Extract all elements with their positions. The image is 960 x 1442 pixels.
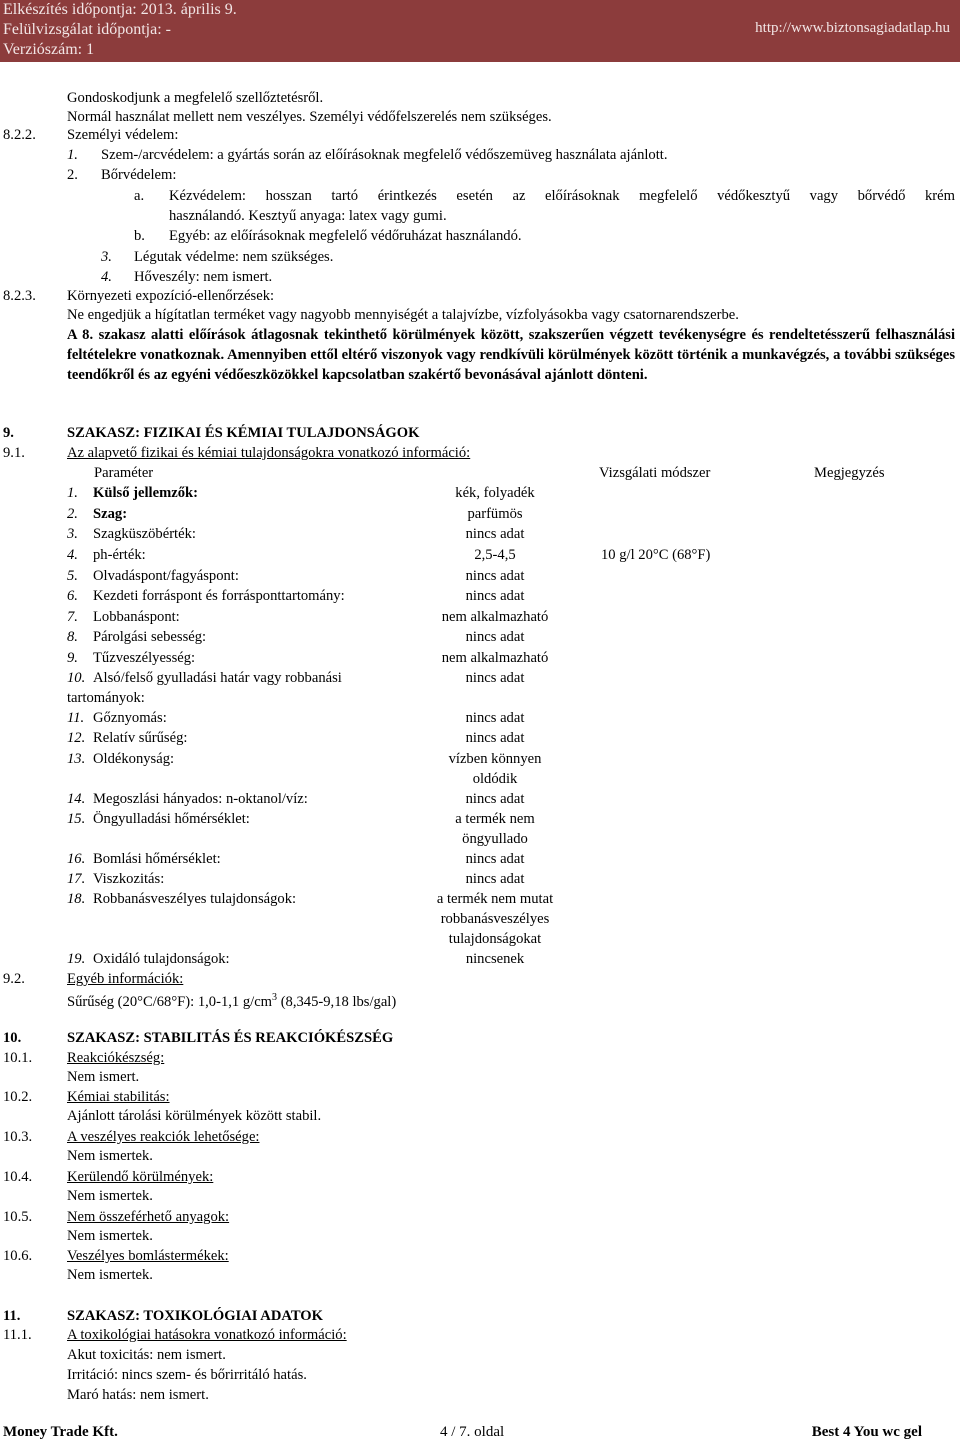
section-9-title: SZAKASZ: FIZIKAI ÉS KÉMIAI TULAJDONSÁGOK — [67, 425, 420, 441]
property-name: Párolgási sebesség: — [93, 629, 207, 645]
property-number: 16. — [67, 851, 86, 867]
property-name: Bomlási hőmérséklet: — [93, 851, 221, 867]
subsection-number: 10.5. — [3, 1209, 33, 1225]
corrosion-text: Maró hatás: nem ismert. — [67, 1387, 209, 1403]
personal-protection-heading: Személyi védelem: — [67, 127, 179, 143]
property-value: kék, folyadék — [455, 485, 535, 501]
subsection-number: 10.6. — [3, 1248, 33, 1264]
property-number: 13. — [67, 751, 86, 767]
section-number-9: 9. — [3, 425, 14, 441]
item-letter: a. — [134, 188, 145, 204]
property-name: Lobbanáspont: — [93, 609, 180, 625]
section-number-823: 8.2.3. — [3, 288, 36, 304]
property-number: 9. — [67, 650, 78, 666]
section-number-10: 10. — [3, 1030, 22, 1046]
property-value: nincs adat — [465, 791, 525, 807]
property-name: Oldékonyság: — [93, 751, 175, 767]
footer-product: Best 4 You wc gel — [811, 1424, 922, 1440]
property-number: 19. — [67, 951, 86, 967]
property-number: 5. — [67, 568, 78, 584]
hand-protection-text-cont: használandó. Kesztyű anyaga: latex vagy gumi. — [169, 208, 447, 224]
property-name: Öngyulladási hőmérséklet: — [93, 811, 250, 827]
subsection-heading: Veszélyes bomlástermékek: — [67, 1248, 229, 1264]
respiratory-protection-text: Légutak védelme: nem szükséges. — [134, 249, 334, 265]
document-header — [0, 0, 960, 62]
website-link[interactable]: http://www.biztonsagiadatlap.hu — [755, 20, 950, 36]
environmental-exposure-text: Ne engedjük a hígítatlan terméket vagy nagyobb mennyiségét a talajvízbe, vízfolyásokba vagy csatornarendszerbe. — [67, 307, 739, 323]
property-value: vízben könnyen — [448, 751, 542, 767]
property-value: nincs adat — [465, 588, 525, 604]
property-number: 15. — [67, 811, 86, 827]
subsection-heading: Reakciókészség: — [67, 1050, 165, 1066]
section-number-822: 8.2.2. — [3, 127, 36, 143]
footer-company: Money Trade Kft. — [3, 1424, 118, 1440]
section-10-title: SZAKASZ: STABILITÁS ÉS REAKCIÓKÉSZSÉG — [67, 1030, 394, 1046]
property-value: robbanásveszélyes — [440, 911, 550, 927]
version-number: Verziószám: 1 — [3, 41, 95, 58]
created-date: Elkészítés időpontja: 2013. április 9. — [3, 1, 237, 18]
property-name: Oxidáló tulajdonságok: — [93, 951, 230, 967]
toxicology-heading: A toxikológiai hatásokra vonatkozó információ: — [67, 1327, 347, 1343]
acute-toxicity-text: Akut toxicitás: nem ismert. — [67, 1347, 226, 1363]
property-name: Olvadáspont/fagyáspont: — [93, 568, 239, 584]
section-number-91: 9.1. — [3, 445, 25, 461]
subsection-value: Nem ismertek. — [67, 1228, 153, 1244]
property-value: nincs adat — [465, 526, 525, 542]
thermal-hazard-text: Hőveszély: nem ismert. — [134, 269, 273, 285]
property-value: nem alkalmazható — [441, 650, 549, 666]
density-imperial: (8,345-9,18 lbs/gal) — [277, 993, 397, 1010]
property-value: nem alkalmazható — [441, 609, 549, 625]
property-value: tulajdonságokat — [448, 931, 542, 947]
column-header-note: Megjegyzés — [814, 465, 885, 481]
subsection-value: Nem ismertek. — [67, 1267, 153, 1283]
property-value: nincs adat — [465, 568, 525, 584]
property-number: 3. — [67, 526, 78, 542]
column-header-parameter: Paraméter — [94, 465, 154, 481]
other-protection-text: Egyéb: az előírásoknak megfelelő védőruházat használandó. — [169, 228, 522, 244]
property-name: Külső jellemzők: — [93, 485, 198, 501]
property-number: 6. — [67, 588, 78, 604]
section-11-title: SZAKASZ: TOXIKOLÓGIAI ADATOK — [67, 1308, 324, 1324]
property-value: a termék nem mutat — [436, 891, 554, 907]
property-name: Alsó/felső gyulladási határ vagy robbanási — [93, 670, 342, 686]
subsection-number: 10.3. — [3, 1129, 33, 1145]
property-number: 17. — [67, 871, 86, 887]
section-number-11: 11. — [3, 1308, 21, 1324]
subsection-value: Nem ismertek. — [67, 1188, 153, 1204]
property-number: 10. — [67, 670, 86, 686]
irritation-text: Irritáció: nincs szem- és bőrirritáló hatás. — [67, 1367, 307, 1383]
section-number-92: 9.2. — [3, 971, 25, 987]
property-name: Gőznyomás: — [93, 710, 167, 726]
normal-use-text: Normál használat mellett nem veszélyes. Személyi védőfelszerelés nem szükséges. — [67, 109, 552, 125]
property-name: ph-érték: — [93, 547, 146, 563]
other-info-heading: Egyéb információk: — [67, 971, 184, 987]
property-value: 2,5-4,5 — [474, 547, 516, 563]
item-number: 4. — [101, 269, 112, 285]
property-value: nincs adat — [465, 730, 525, 746]
property-number: 14. — [67, 791, 86, 807]
test-method: 10 g/l 20°C (68°F) — [601, 547, 711, 563]
subsection-value: Ajánlott tárolási körülmények között stabil. — [67, 1108, 322, 1124]
property-number: 12. — [67, 730, 86, 746]
subsection-value: Nem ismertek. — [67, 1148, 153, 1164]
environmental-exposure-heading: Környezeti expozíció-ellenőrzések: — [67, 288, 275, 304]
property-number: 7. — [67, 609, 78, 625]
property-number: 1. — [67, 485, 78, 501]
item-number: 1. — [67, 147, 78, 163]
property-value: nincs adat — [465, 710, 525, 726]
hand-protection-text: Kézvédelem: hosszan tartó érintkezés esetén az előírásoknak megfelelő védőkesztyű vagy bőrvédő krém — [169, 188, 955, 204]
property-number: 11. — [67, 710, 85, 726]
property-name: Tűzveszélyesség: — [93, 650, 196, 666]
eye-protection-text: Szem-/arcvédelem: a gyártás során az előírásoknak megfelelő védőszemüveg használata ajánlott. — [101, 147, 668, 163]
page-number: 4 / 7. oldal — [440, 1424, 505, 1440]
property-value: öngyullado — [462, 831, 528, 847]
property-name: Kezdeti forráspont és forrásponttartomány: — [93, 588, 345, 604]
property-name: Szag: — [93, 506, 128, 522]
property-name: Szagküszöbérték: — [93, 526, 196, 542]
density-unit-exponent: 3 — [272, 992, 278, 1003]
section-8-note: A 8. szakasz alatti előírások átlagosnak tekinthető körülmények között, szakszerűen végzett tevékenységre és rendeltetésszerű felhasználási feltételekre vonatkoznak. Amennyiben ettől eltérő viszonyok vagy rendkívüli körülmények között történik a munkavégzés, a további szükséges teendőkről és az egyéni védőeszközökkel kapcsolatban szakértő bevonásával ajánlott dönteni. — [67, 327, 955, 383]
property-number: 4. — [67, 547, 78, 563]
section-number-111: 11.1. — [3, 1327, 32, 1343]
skin-protection-heading: Bőrvédelem: — [101, 167, 177, 183]
basic-properties-heading: Az alapvető fizikai és kémiai tulajdonságokra vonatkozó információ: — [67, 445, 471, 461]
revision-date: Felülvizsgálat időpontja: - — [3, 21, 171, 38]
subsection-number: 10.2. — [3, 1089, 33, 1105]
subsection-heading: A veszélyes reakciók lehetősége: — [67, 1129, 260, 1145]
property-value: nincsenek — [465, 951, 525, 967]
subsection-heading: Nem összeférhető anyagok: — [67, 1209, 230, 1225]
subsection-number: 10.4. — [3, 1169, 33, 1185]
column-header-method: Vizsgálati módszer — [599, 465, 711, 481]
property-name-cont: tartományok: — [67, 690, 145, 706]
density-text — [67, 989, 396, 1011]
subsection-value: Nem ismert. — [67, 1069, 140, 1085]
property-value: parfümös — [467, 506, 523, 522]
property-value: nincs adat — [465, 851, 525, 867]
property-value: nincs adat — [465, 670, 525, 686]
subsection-number: 10.1. — [3, 1050, 33, 1066]
subsection-heading: Kémiai stabilitás: — [67, 1089, 170, 1105]
item-number: 2. — [67, 167, 78, 183]
property-name: Robbanásveszélyes tulajdonságok: — [93, 891, 297, 907]
property-number: 18. — [67, 891, 86, 907]
item-letter: b. — [134, 228, 145, 244]
property-name: Relatív sűrűség: — [93, 730, 188, 746]
ventilation-text: Gondoskodjunk a megfelelő szellőztetésről. — [67, 90, 324, 106]
property-value: nincs adat — [465, 871, 525, 887]
item-number: 3. — [101, 249, 112, 265]
property-number: 8. — [67, 629, 78, 645]
subsection-heading: Kerülendő körülmények: — [67, 1169, 214, 1185]
property-value: a termék nem — [455, 811, 535, 827]
property-number: 2. — [67, 506, 78, 522]
property-name: Megoszlási hányados: n-oktanol/víz: — [93, 791, 308, 807]
property-name: Viszkozitás: — [93, 871, 165, 887]
density-value: Sűrűség (20°C/68°F): 1,0-1,1 g/cm — [67, 993, 273, 1010]
property-value: oldódik — [472, 771, 518, 787]
property-value: nincs adat — [465, 629, 525, 645]
